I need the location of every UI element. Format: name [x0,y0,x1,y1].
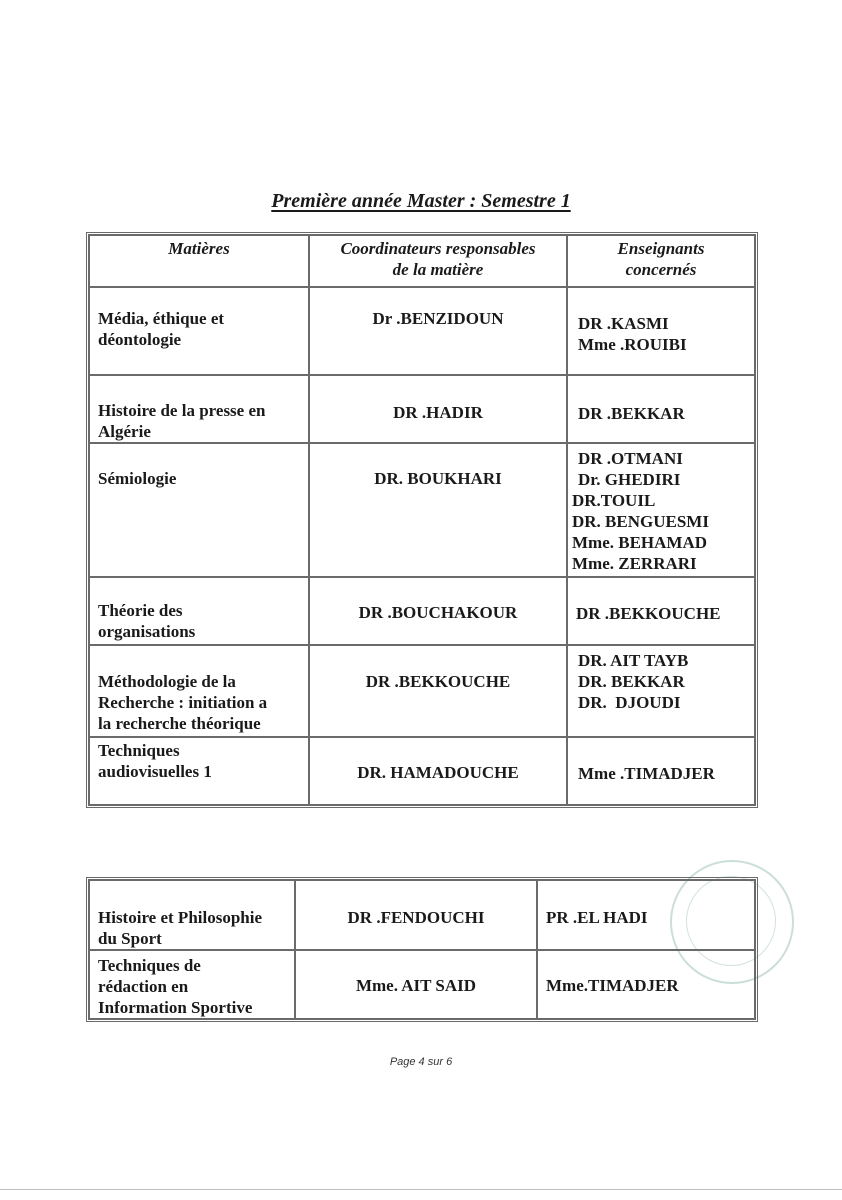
matiere-line: Média, éthique et [98,309,225,328]
header-ens-line1: Enseignants [617,239,705,258]
header-coordinateurs [309,235,567,287]
matiere-line: Méthodologie de la [98,672,236,691]
coordinateur-cell [295,950,537,1019]
enseignant-name: DR .OTMANI [578,449,683,468]
matiere-line: Sémiologie [98,469,177,488]
table-row [89,577,755,645]
matiere-cell [89,737,309,805]
enseignant-name: DR. DJOUDI [578,693,681,712]
enseignants-cell [567,577,755,645]
enseignants-cell [567,287,755,375]
table-row [89,950,755,1019]
enseignants-cell [537,880,755,950]
enseignant-name: DR.TOUIL [572,491,656,510]
matiere-line: organisations [98,622,196,641]
enseignants-cell [567,645,755,737]
page-title: Première année Master : Semestre 1 [271,190,571,212]
header-matieres-label: Matières [168,239,230,258]
coordinateur-name: DR .FENDOUCHI [347,908,485,927]
table-row [89,443,755,577]
header-coord-line2: de la matière [392,260,484,279]
semester-table [86,232,758,808]
matiere-cell [89,443,309,577]
header-matieres [89,235,309,287]
enseignant-name: DR. BENGUESMI [572,512,709,531]
coordinateur-name: Dr .BENZIDOUN [372,309,504,328]
coordinateur-cell [309,443,567,577]
matiere-line: déontologie [98,330,182,349]
coordinateur-name: Mme. AIT SAID [355,976,477,995]
matiere-cell [89,950,295,1019]
table-row [89,737,755,805]
enseignant-name: Mme.TIMADJER [546,976,679,995]
enseignants-cell [567,443,755,577]
coordinateur-cell [309,737,567,805]
coordinateur-name: DR .HADIR [393,403,483,422]
header-coord-line1: Coordinateurs responsables [340,239,536,258]
matiere-line: Recherche : initiation a [98,693,268,712]
matiere-cell [89,577,309,645]
bottom-rule [0,1189,842,1190]
matiere-cell [89,880,295,950]
matiere-cell [89,645,309,737]
coordinateur-name: DR. HAMADOUCHE [357,763,519,782]
enseignant-name: Mme. ZERRARI [572,554,697,573]
coordinateur-name: DR .BEKKOUCHE [365,672,511,691]
table-row [89,287,755,375]
matiere-cell [89,375,309,443]
matiere-line: Information Sportive [98,998,253,1017]
matiere-line: Techniques [98,741,180,760]
enseignants-cell [567,375,755,443]
enseignant-name: Mme. BEHAMAD [572,533,708,552]
matiere-line: la recherche théorique [98,714,261,733]
matiere-line: Histoire et Philosophie [98,908,263,927]
enseignant-name: DR. BEKKAR [578,672,685,691]
sport-table [86,877,758,1022]
matiere-line: Théorie des [98,601,183,620]
coordinateur-cell [309,287,567,375]
enseignant-name: DR .BEKKAR [578,404,685,423]
matiere-line: Histoire de la presse en [98,401,266,420]
table-row [89,375,755,443]
matiere-line: Algérie [98,422,151,441]
enseignant-name: PR .EL HADI [546,908,648,927]
matiere-line: rédaction en [98,977,189,996]
coordinateur-name: DR .BOUCHAKOUR [358,603,518,622]
enseignant-name: DR .KASMI [578,314,669,333]
enseignant-name: DR .BEKKOUCHE [576,604,721,623]
header-enseignants [567,235,755,287]
page-number: Page 4 sur 6 [389,1056,453,1068]
matiere-cell [89,287,309,375]
enseignant-name: DR. AIT TAYB [578,651,689,670]
coordinateur-cell [309,645,567,737]
matiere-line: Techniques de [98,956,201,975]
matiere-line: audiovisuelles 1 [98,762,212,781]
coordinateur-cell [309,375,567,443]
enseignant-name: Dr. GHEDIRI [578,470,681,489]
table-row [89,880,755,950]
enseignants-cell [537,950,755,1019]
enseignants-cell [567,737,755,805]
matiere-line: du Sport [98,929,162,948]
table-row [89,645,755,737]
coordinateur-cell [309,577,567,645]
enseignant-name: Mme .TIMADJER [578,764,715,783]
coordinateur-name: DR. BOUKHARI [374,469,502,488]
coordinateur-cell [295,880,537,950]
header-ens-line2: concernés [625,260,697,279]
enseignant-name: Mme .ROUIBI [578,335,687,354]
